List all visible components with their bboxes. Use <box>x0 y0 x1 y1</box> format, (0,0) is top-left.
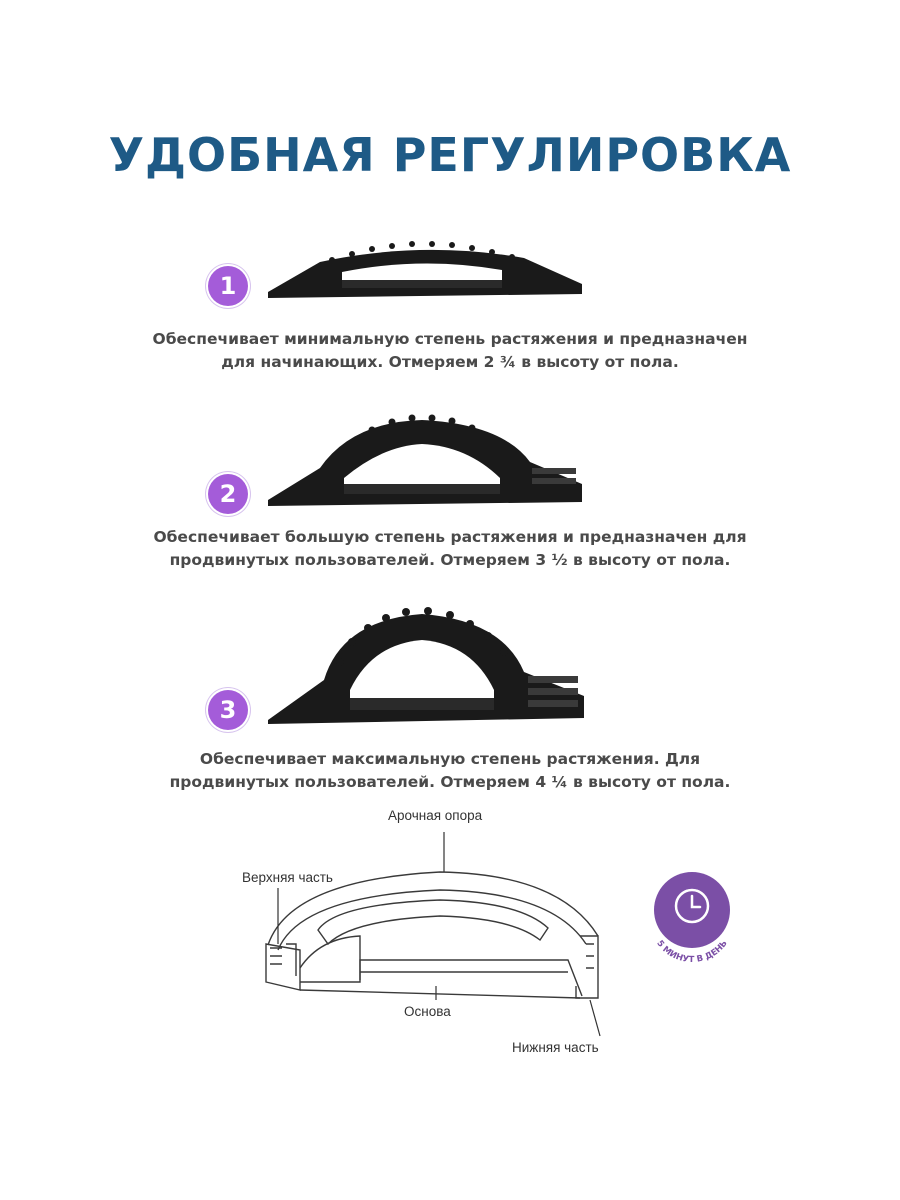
level-3-number: 3 <box>219 696 237 724</box>
daily-timer-badge <box>636 858 748 970</box>
level-3-line-2: продвинутых пользователей. Отмеряем 4 ¼ в высоту от пола. <box>169 773 731 791</box>
page-title: УДОБНАЯ РЕГУЛИРОВКА <box>108 128 792 182</box>
level-1-line-1: Обеспечивает минимальную степень растяжения и предназначен <box>152 330 748 348</box>
level-2-line-2: продвинутых пользователей. Отмеряем 3 ½ в высоту от пола. <box>169 551 731 569</box>
level-2-number: 2 <box>219 480 237 508</box>
timer-badge-text: 5 МИНУТ В ДЕНЬ <box>654 938 730 966</box>
level-2-line-1: Обеспечивает большую степень растяжения и предназначен для <box>153 528 747 546</box>
bottom-part-label: Нижняя часть <box>512 1040 599 1055</box>
base-label: Основа <box>404 1004 451 1019</box>
level-3-line-1: Обеспечивает максимальную степень растяжения. Для <box>199 750 701 768</box>
level-1-line-2: для начинающих. Отмеряем 2 ¾ в высоту от пола. <box>221 353 679 371</box>
arch-support-label: Арочная опора <box>388 808 483 823</box>
level-1-number: 1 <box>219 272 237 300</box>
top-part-label: Верхняя часть <box>242 870 333 885</box>
